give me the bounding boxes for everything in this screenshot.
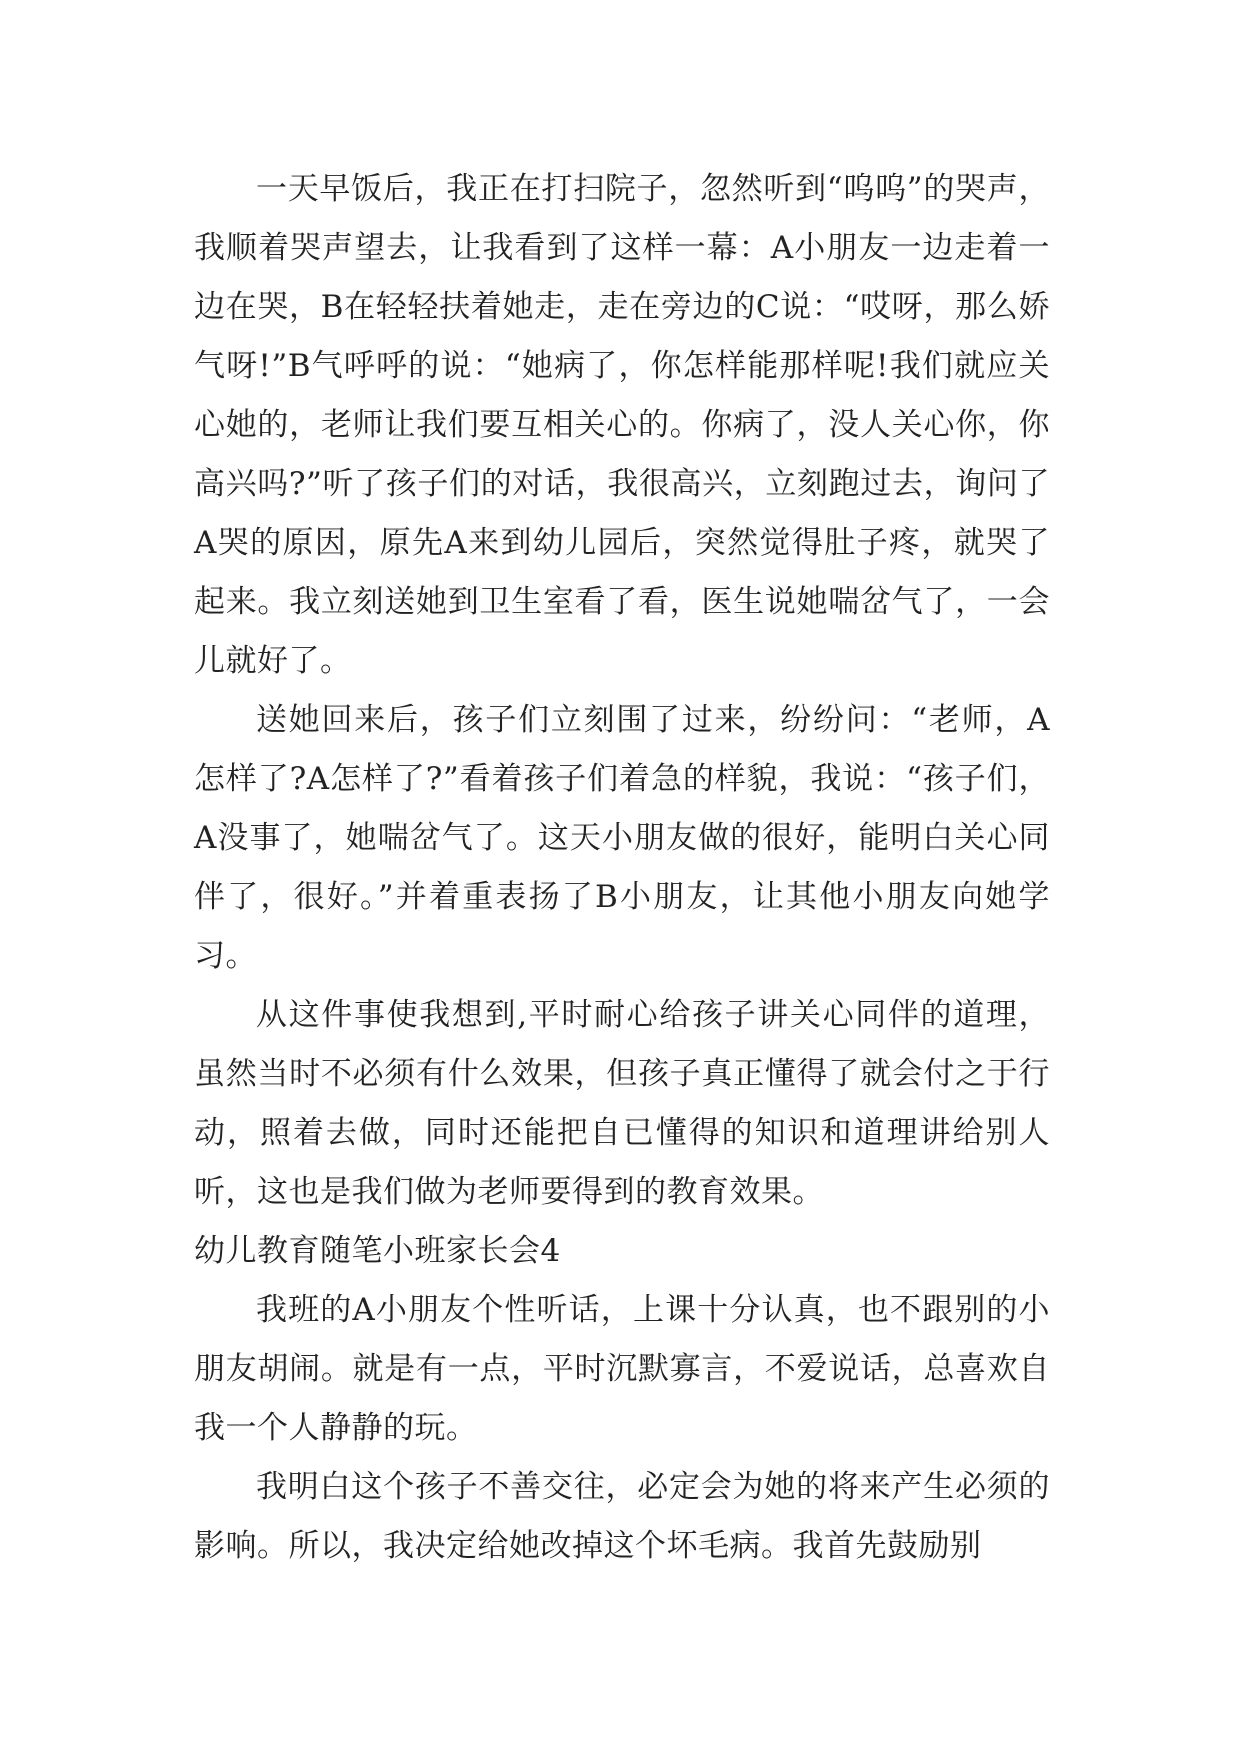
paragraph-reflection: 从这件事使我想到,平时耐心给孩子讲关心同伴的道理，虽然当时不必须有什么效果，但孩子真正懂得了就会付之于行动，照着去做，同时还能把自已懂得的知识和道理讲给别人听，这也是我们做为老师要得到的教育效果。 — [194, 997, 1050, 1210]
paragraph-plan: 我明白这个孩子不善交往，必定会为她的将来产生必须的影响。所以，我决定给她改掉这个坏毛病。我首先鼓励别 — [194, 1469, 1050, 1564]
paragraph-breakfast-incident: 一天早饭后，我正在打扫院子，忽然听到“呜呜”的哭声，我顺着哭声望去，让我看到了这样一幕：A小朋友一边走着一边在哭，B在轻轻扶着她走，走在旁边的C说：“哎呀，那么娇气呀!”B气呼呼的说：“她病了，你怎样能那样呢!我们就应关心她的，老师让我们要互相关心的。你病了，没人关心你，你高兴吗?”听了孩子们的对话，我很高兴，立刻跑过去，询问了A哭的原因，原先A来到幼儿园后，突然觉得肚子疼，就哭了起来。我立刻送她到卫生室看了看，医生说她喘岔气了，一会儿就好了。 — [194, 171, 1050, 679]
section-heading: 幼儿教育随笔小班家长会4 — [194, 1233, 561, 1269]
paragraph-return-classroom: 送她回来后，孩子们立刻围了过来，纷纷问：“老师，A怎样了?A怎样了?”看着孩子们着急的样貌，我说：“孩子们，A没事了，她喘岔气了。这天小朋友做的很好，能明白关心同伴了，很好。”并着重表扬了B小朋友，让其他小朋友向她学习。 — [194, 702, 1050, 974]
paragraph-quiet-child: 我班的A小朋友个性听话，上课十分认真，也不跟别的小朋友胡闹。就是有一点，平时沉默寡言，不爱说话，总喜欢自我一个人静静的玩。 — [194, 1292, 1050, 1446]
document-page — [194, 160, 1050, 1576]
